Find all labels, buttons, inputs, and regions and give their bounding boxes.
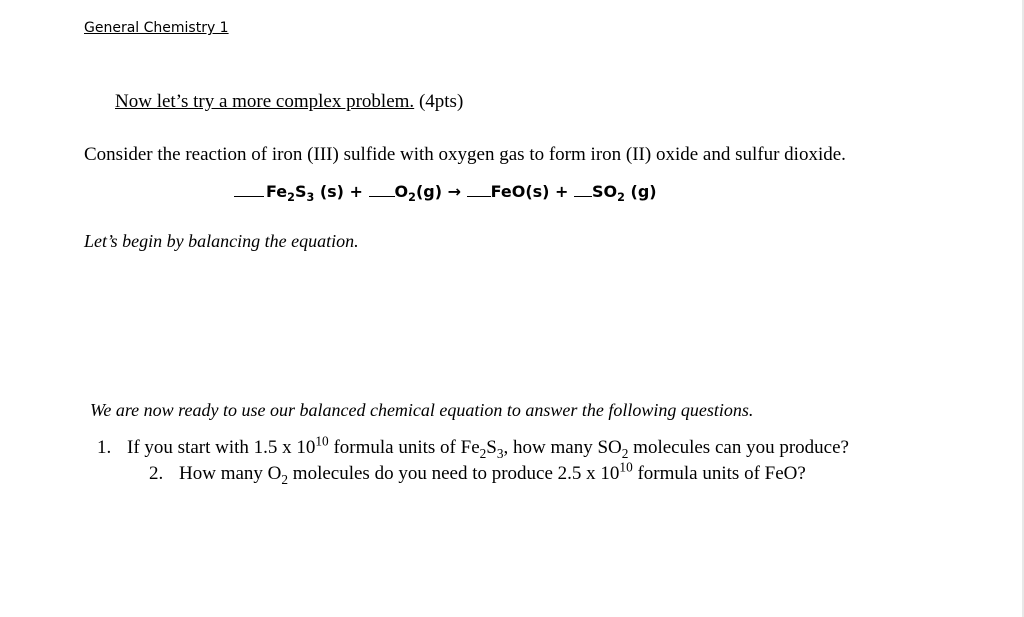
question-2 [149,459,806,487]
eq-sub: 2 [287,191,295,205]
q-sub: 2 [621,445,629,461]
coefficient-blank-2 [369,181,395,197]
q-sub: 2 [479,445,487,461]
chemical-equation [234,181,657,205]
eq-s: S [294,182,307,201]
eq-o: O [394,182,409,201]
q-text: How many O [179,463,282,484]
q-text: , how many SO [503,437,622,458]
course-header [84,20,229,36]
question-number: 1. [97,437,112,458]
eq-sub: 2 [408,191,416,205]
q-exp: 10 [315,433,329,449]
q-text: molecules do you need to produce 2.5 x 10 [288,463,620,484]
eq-state: (g) [624,182,657,201]
coefficient-blank-3 [467,181,491,197]
points-label: (4pts) [418,91,464,112]
q-exp: 10 [619,459,633,475]
intro-underlined: Now let’s try a more complex problem. [115,91,415,112]
balance-instruction: Let’s begin by balancing the equation. [84,231,359,251]
question-number: 2. [149,463,164,484]
eq-feo: FeO(s) + [490,182,569,201]
coefficient-blank-4 [574,181,592,197]
q-text: S [486,437,497,458]
q-text: If you start with 1.5 x 10 [127,437,316,458]
eq-state: (s) + [314,182,363,201]
q-text: molecules can you produce? [628,437,849,458]
questions-intro: We are now ready to use our balanced chemical equation to answer the following questions. [90,400,754,420]
q-sub: 3 [496,445,504,461]
eq-sub: 3 [306,191,315,205]
eq-fe: Fe [266,182,288,201]
q-sub: 2 [281,471,289,487]
coefficient-blank-1 [234,181,264,197]
eq-state-arrow: (g) → [415,182,462,201]
problem-statement: Consider the reaction of iron (III) sulfide with oxygen gas to form iron (II) oxide and sulfur dioxide. [84,144,846,165]
q-text: formula units of FeO? [632,463,806,484]
course-title: General Chemistry 1 [84,20,229,36]
question-1 [97,433,849,461]
intro-line [115,91,463,113]
eq-so: SO [592,182,618,201]
q-text: formula units of Fe [328,437,480,458]
eq-sub: 2 [617,191,625,205]
